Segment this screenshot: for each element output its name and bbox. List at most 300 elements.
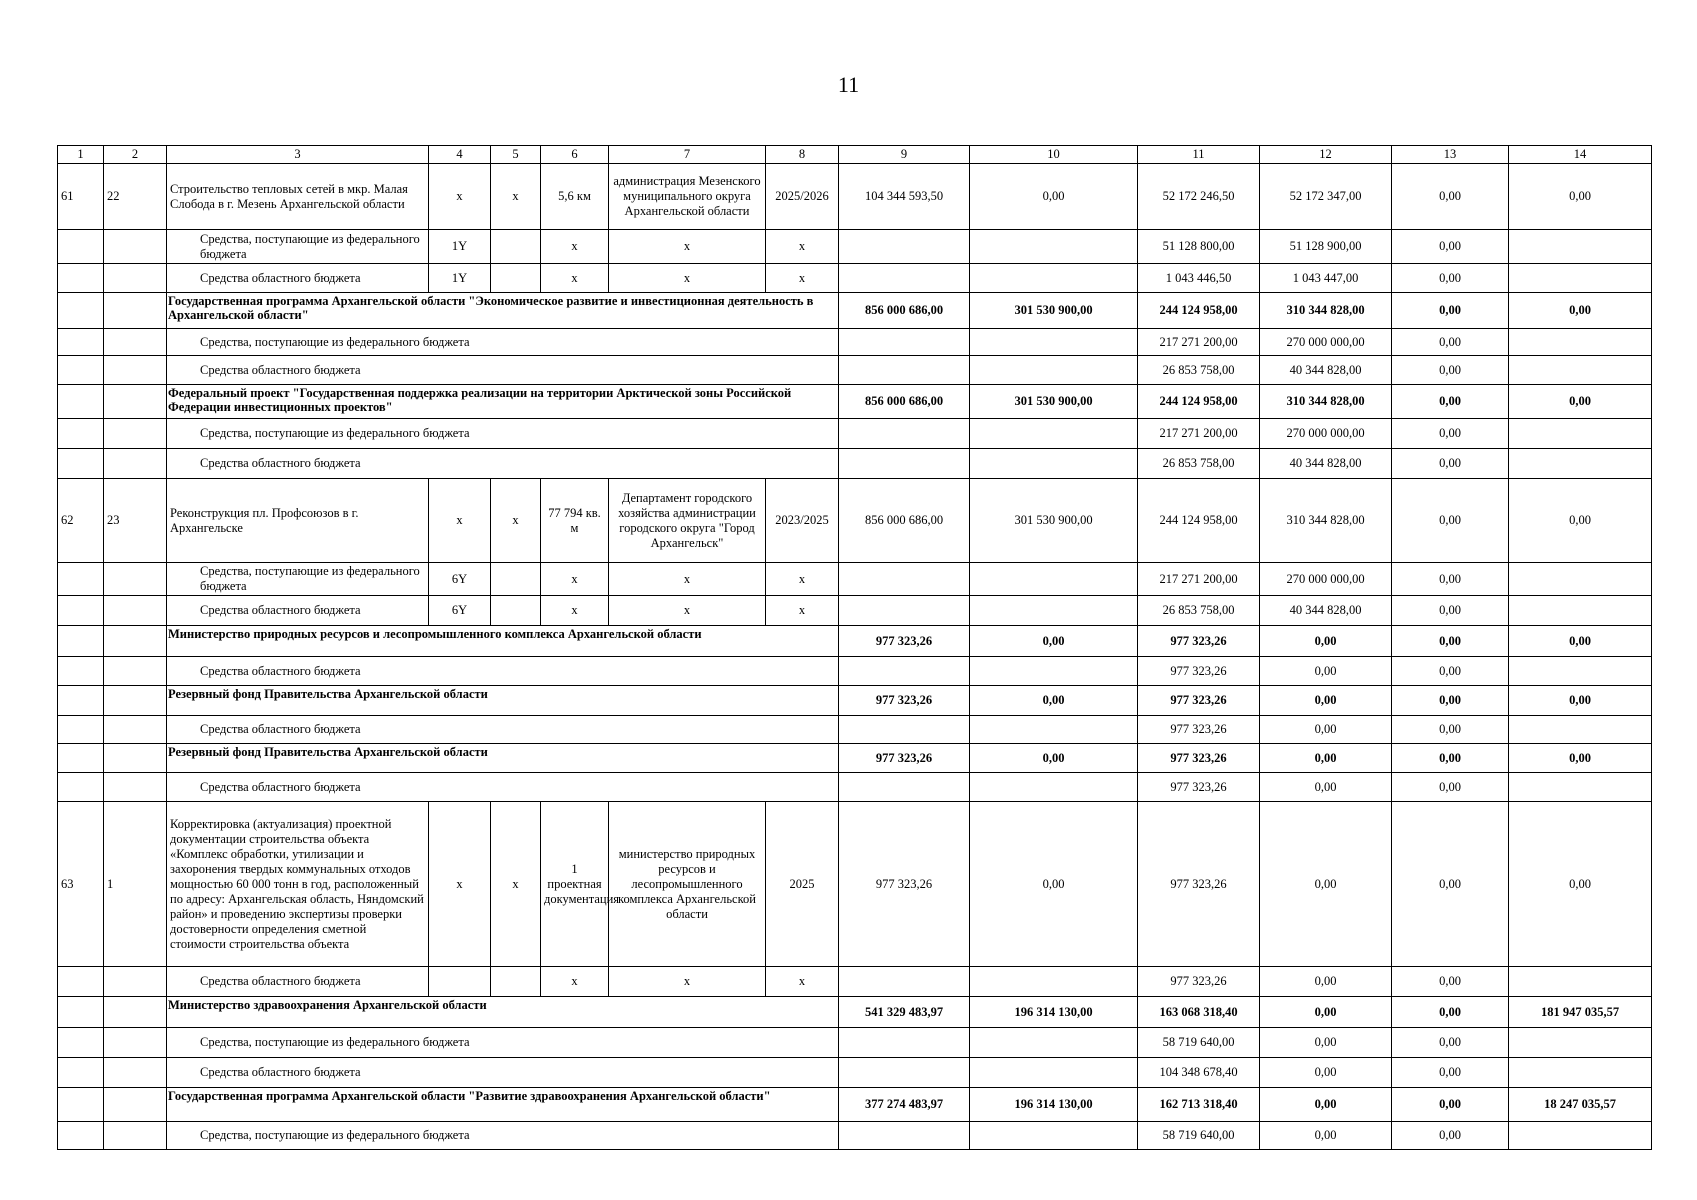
table-cell: 0,00 [1260,1088,1392,1122]
table-cell: 0,00 [1392,164,1509,230]
table-cell [58,329,104,356]
table-cell: х [541,967,609,997]
table-cell [839,356,970,385]
table-cell [839,264,970,293]
table-cell [58,1058,104,1088]
table-cell [104,563,167,596]
table-row [58,626,1652,657]
table-cell: 6 [541,146,609,164]
table-cell: 196 314 130,00 [970,1088,1138,1122]
table-cell: х [429,802,491,967]
table-cell [58,967,104,997]
table-row [58,293,1652,329]
table-cell [429,967,491,997]
table-cell: Средства областного бюджета [167,356,839,385]
table-cell [1509,419,1652,449]
table-cell [58,1122,104,1150]
table-cell [839,563,970,596]
table-cell: 0,00 [1392,449,1509,479]
table-cell: 0,00 [1392,596,1509,626]
table-cell [839,716,970,744]
table-cell: 217 271 200,00 [1138,563,1260,596]
table-cell: 0,00 [1392,686,1509,716]
table-cell: х [429,164,491,230]
table-header-row [58,146,1652,164]
table-row [58,967,1652,997]
table-cell: 977 323,26 [1138,967,1260,997]
table-cell [104,1058,167,1088]
table-cell [104,230,167,264]
table-cell: 62 [58,479,104,563]
table-cell: х [491,479,541,563]
table-cell: Средства, поступающие из федерального бюджета [167,230,429,264]
table-cell [104,626,167,657]
table-cell [839,419,970,449]
table-cell: 977 323,26 [839,686,970,716]
table-cell: 181 947 035,57 [1509,997,1652,1028]
table-cell: 0,00 [1260,802,1392,967]
table-cell: 26 853 758,00 [1138,449,1260,479]
table-cell [1509,1028,1652,1058]
table-cell: 977 323,26 [1138,802,1260,967]
table-row [58,356,1652,385]
table-cell: 0,00 [970,744,1138,773]
table-cell [58,596,104,626]
table-row [58,329,1652,356]
table-row [58,449,1652,479]
table-cell: 1 043 446,50 [1138,264,1260,293]
table-cell: 856 000 686,00 [839,385,970,419]
table-cell: х [766,563,839,596]
table-cell [839,596,970,626]
table-cell: 196 314 130,00 [970,997,1138,1028]
table-cell: 77 794 кв. м [541,479,609,563]
table-cell: 23 [104,479,167,563]
table-cell: 52 172 347,00 [1260,164,1392,230]
table-cell: 9 [839,146,970,164]
table-cell [58,230,104,264]
table-cell [58,744,104,773]
table-cell [839,657,970,686]
table-cell: 51 128 900,00 [1260,230,1392,264]
table-cell: 2025 [766,802,839,967]
table-row [58,1122,1652,1150]
table-cell: 0,00 [1392,1122,1509,1150]
table-cell [104,1122,167,1150]
table-cell: 0,00 [1260,997,1392,1028]
table-cell: Средства областного бюджета [167,657,839,686]
table-cell [1509,1058,1652,1088]
table-cell [491,563,541,596]
table-cell: 217 271 200,00 [1138,419,1260,449]
table-cell: 51 128 800,00 [1138,230,1260,264]
table-row [58,385,1652,419]
table-cell: 0,00 [970,626,1138,657]
table-cell: администрация Мезенского муниципального округа Архангельской области [609,164,766,230]
table-cell: 2025/2026 [766,164,839,230]
table-cell: 26 853 758,00 [1138,596,1260,626]
table-cell [1509,563,1652,596]
table-cell: х [541,264,609,293]
table-cell: х [429,479,491,563]
table-cell: 0,00 [1392,626,1509,657]
table-cell [104,449,167,479]
table-cell: 13 [1392,146,1509,164]
table-cell: 977 323,26 [839,802,970,967]
table-cell: 301 530 900,00 [970,479,1138,563]
table-cell [839,1058,970,1088]
table-cell [104,686,167,716]
table-cell: 0,00 [1509,686,1652,716]
table-cell: 217 271 200,00 [1138,329,1260,356]
table-cell [58,385,104,419]
table-cell: 0,00 [1392,773,1509,802]
table-cell: 5 [491,146,541,164]
table-cell: 0,00 [1392,385,1509,419]
table-cell: 0,00 [1509,164,1652,230]
table-cell: Средства областного бюджета [167,716,839,744]
table-cell: 0,00 [1392,329,1509,356]
table-cell: х [766,264,839,293]
table-cell [970,596,1138,626]
table-cell: 26 853 758,00 [1138,356,1260,385]
table-cell: х [766,230,839,264]
table-cell [58,997,104,1028]
table-cell [839,773,970,802]
table-cell [970,657,1138,686]
table-cell [104,657,167,686]
table-cell [104,997,167,1028]
table-cell: Министерство здравоохранения Архангельской области [167,997,839,1028]
table-cell: министерство природных ресурсов и лесопромышленного комплекса Архангельской области [609,802,766,967]
table-cell: Средства, поступающие из федерального бюджета [167,1122,839,1150]
table-row [58,1088,1652,1122]
table-cell [104,329,167,356]
table-cell: 0,00 [970,164,1138,230]
table-row [58,1058,1652,1088]
table-cell: 0,00 [1392,1058,1509,1088]
table-cell: Средства областного бюджета [167,596,429,626]
table-cell [104,1088,167,1122]
table-cell: 1 проектная документация [541,802,609,967]
table-cell [491,596,541,626]
table-cell: 377 274 483,97 [839,1088,970,1122]
table-cell: 11 [1138,146,1260,164]
table-cell: 0,00 [1260,744,1392,773]
table-cell: 40 344 828,00 [1260,596,1392,626]
table-cell: 301 530 900,00 [970,385,1138,419]
table-cell: 244 124 958,00 [1138,479,1260,563]
table-cell [491,230,541,264]
table-cell [104,596,167,626]
table-cell [839,329,970,356]
table-cell: 0,00 [1392,997,1509,1028]
table-cell [58,1088,104,1122]
table-cell: 0,00 [1260,626,1392,657]
table-cell: 977 323,26 [1138,686,1260,716]
table-cell: 301 530 900,00 [970,293,1138,329]
table-cell: Резервный фонд Правительства Архангельской области [167,744,839,773]
table-cell [104,356,167,385]
table-cell: Средства, поступающие из федерального бюджета [167,1028,839,1058]
table-cell [104,264,167,293]
table-cell: 856 000 686,00 [839,293,970,329]
table-cell: 7 [609,146,766,164]
table-cell [1509,356,1652,385]
table-cell [839,1122,970,1150]
table-cell: 104 344 593,50 [839,164,970,230]
table-cell [970,356,1138,385]
table-cell [58,563,104,596]
table-cell: 0,00 [1392,1088,1509,1122]
table-cell: х [541,596,609,626]
table-cell [58,626,104,657]
table-cell: х [609,596,766,626]
table-cell [104,1028,167,1058]
table-cell: 3 [167,146,429,164]
table-cell: 270 000 000,00 [1260,419,1392,449]
table-cell: Средства, поступающие из федерального бюджета [167,563,429,596]
table-cell: 1 043 447,00 [1260,264,1392,293]
table-cell: 12 [1260,146,1392,164]
table-row [58,164,1652,230]
table-cell: 0,00 [1392,716,1509,744]
table-cell: 977 323,26 [1138,657,1260,686]
table-cell [1509,773,1652,802]
table-row [58,773,1652,802]
table-cell: 0,00 [1509,802,1652,967]
table-cell: 244 124 958,00 [1138,385,1260,419]
table-cell: 310 344 828,00 [1260,293,1392,329]
table-cell: Средства областного бюджета [167,449,839,479]
table-cell: 977 323,26 [839,626,970,657]
table-cell [58,356,104,385]
table-row [58,657,1652,686]
table-cell: 0,00 [1509,744,1652,773]
table-cell: 0,00 [1260,686,1392,716]
table-cell: 2 [104,146,167,164]
table-cell: 8 [766,146,839,164]
table-cell: 58 719 640,00 [1138,1122,1260,1150]
table-cell: 0,00 [1392,264,1509,293]
table-cell: 5,6 км [541,164,609,230]
table-cell: х [491,164,541,230]
table-row [58,802,1652,967]
table-cell [104,967,167,997]
table-cell: 0,00 [1260,967,1392,997]
table-cell [1509,716,1652,744]
table-cell [1509,264,1652,293]
table-cell: 0,00 [1392,1028,1509,1058]
page-number: 11 [837,72,860,97]
table-cell: 270 000 000,00 [1260,329,1392,356]
table-cell: 58 719 640,00 [1138,1028,1260,1058]
table-cell: х [766,596,839,626]
table-cell [491,967,541,997]
table-cell: 104 348 678,40 [1138,1058,1260,1088]
table-cell [970,449,1138,479]
table-cell: 977 323,26 [1138,626,1260,657]
table-cell: Средства, поступающие из федерального бюджета [167,419,839,449]
table-cell: Государственная программа Архангельской области "Экономическое развитие и инвестиционная деятельность в Архангельской области" [167,293,839,329]
table-cell [970,1028,1138,1058]
table-cell: х [491,802,541,967]
table-cell [970,773,1138,802]
table-cell [58,264,104,293]
table-cell [839,1028,970,1058]
table-cell: 541 329 483,97 [839,997,970,1028]
table-cell: 0,00 [1392,657,1509,686]
table-cell: 6Y [429,563,491,596]
table-cell: 4 [429,146,491,164]
table-cell: 270 000 000,00 [1260,563,1392,596]
table-cell [58,293,104,329]
table-cell: Средства областного бюджета [167,967,429,997]
table-cell [970,1058,1138,1088]
table-cell: Средства областного бюджета [167,1058,839,1088]
table-cell [970,264,1138,293]
table-cell [58,686,104,716]
table-cell: 977 323,26 [1138,716,1260,744]
table-cell: х [766,967,839,997]
table-cell: 244 124 958,00 [1138,293,1260,329]
table-cell: х [541,230,609,264]
table-cell [104,293,167,329]
table-cell [970,419,1138,449]
table-cell: 0,00 [1392,356,1509,385]
table-cell [970,563,1138,596]
table-cell: 61 [58,164,104,230]
table-cell [58,657,104,686]
table-cell: 0,00 [1392,230,1509,264]
table-cell: 0,00 [1509,293,1652,329]
table-cell: 310 344 828,00 [1260,385,1392,419]
table-cell: 63 [58,802,104,967]
table-cell [1509,596,1652,626]
table-cell: 1Y [429,264,491,293]
table-cell: 977 323,26 [839,744,970,773]
table-cell [970,716,1138,744]
table-cell [104,419,167,449]
table-cell: Корректировка (актуализация) проектной документации строительства объекта «Комплекс обработки, утилизации и захоронения твердых коммунальных отходов мощностью 60 000 тонн в год, расположенный по адресу: Архангельская область, Няндомский район» и проведению экспертизы проверки достоверности определения сметной стоимости строительства объекта [167,802,429,967]
table-row [58,686,1652,716]
table-cell: 0,00 [1392,479,1509,563]
table-cell [1509,329,1652,356]
table-cell: 0,00 [1509,626,1652,657]
table-cell: 2023/2025 [766,479,839,563]
table-cell: 162 713 318,40 [1138,1088,1260,1122]
table-row [58,264,1652,293]
table-cell: 10 [970,146,1138,164]
table-cell: х [609,563,766,596]
table-cell: 0,00 [1260,1122,1392,1150]
table-cell: 0,00 [970,686,1138,716]
table-cell [104,385,167,419]
table-cell [1509,967,1652,997]
table-cell [839,449,970,479]
table-cell: 1Y [429,230,491,264]
table-row [58,997,1652,1028]
table-cell [839,967,970,997]
table-cell: х [609,230,766,264]
table-cell: 977 323,26 [1138,773,1260,802]
table-cell: 0,00 [1509,479,1652,563]
table-cell [58,716,104,744]
table-cell: 163 068 318,40 [1138,997,1260,1028]
table-cell: х [609,967,766,997]
table-cell [970,1122,1138,1150]
table-cell: Средства областного бюджета [167,773,839,802]
table-cell: 14 [1509,146,1652,164]
table-cell: 0,00 [1260,657,1392,686]
table-row [58,419,1652,449]
table-cell [104,744,167,773]
table-cell: Строительство тепловых сетей в мкр. Малая Слобода в г. Мезень Архангельской области [167,164,429,230]
table-cell: 0,00 [1260,773,1392,802]
table-cell: 0,00 [1260,1058,1392,1088]
table-cell [970,329,1138,356]
table-cell: х [541,563,609,596]
table-row [58,716,1652,744]
table-cell: Федеральный проект "Государственная поддержка реализации на территории Арктической зоны Российской Федерации инвестиционных проектов" [167,385,839,419]
table-cell: х [609,264,766,293]
table-cell: 40 344 828,00 [1260,356,1392,385]
table-cell: 52 172 246,50 [1138,164,1260,230]
table-cell: 856 000 686,00 [839,479,970,563]
table-cell: 18 247 035,57 [1509,1088,1652,1122]
table-cell [58,419,104,449]
table-cell: Государственная программа Архангельской области "Развитие здравоохранения Архангельской области" [167,1088,839,1122]
table-cell: 1 [104,802,167,967]
table-row [58,563,1652,596]
table-row [58,1028,1652,1058]
table-cell: 22 [104,164,167,230]
table-row [58,230,1652,264]
table-cell: 0,00 [1392,744,1509,773]
table-cell [970,230,1138,264]
budget-table [57,145,1652,1150]
table-row [58,596,1652,626]
table-cell: Средства, поступающие из федерального бюджета [167,329,839,356]
table-cell: 0,00 [1392,293,1509,329]
table-cell: 0,00 [1260,716,1392,744]
table-cell [1509,657,1652,686]
table-cell: 0,00 [1260,1028,1392,1058]
table-cell [1509,1122,1652,1150]
table-cell [1509,449,1652,479]
table-cell: 0,00 [1392,563,1509,596]
table-cell: 1 [58,146,104,164]
table-cell: 0,00 [1392,802,1509,967]
table-cell [104,773,167,802]
table-cell [1509,230,1652,264]
table-cell: 0,00 [1392,967,1509,997]
table-cell [58,1028,104,1058]
table-cell: Реконструкция пл. Профсоюзов в г. Архангельске [167,479,429,563]
table-cell [839,230,970,264]
table-cell [58,773,104,802]
table-cell: Министерство природных ресурсов и лесопромышленного комплекса Архангельской области [167,626,839,657]
table-cell: 977 323,26 [1138,744,1260,773]
table-row [58,479,1652,563]
table-cell: 0,00 [1509,385,1652,419]
table-row [58,744,1652,773]
table-cell: Департамент городского хозяйства администрации городского округа "Город Архангельск" [609,479,766,563]
table-cell: 0,00 [1392,419,1509,449]
table-cell: 6Y [429,596,491,626]
table-cell: 40 344 828,00 [1260,449,1392,479]
table-cell [970,967,1138,997]
